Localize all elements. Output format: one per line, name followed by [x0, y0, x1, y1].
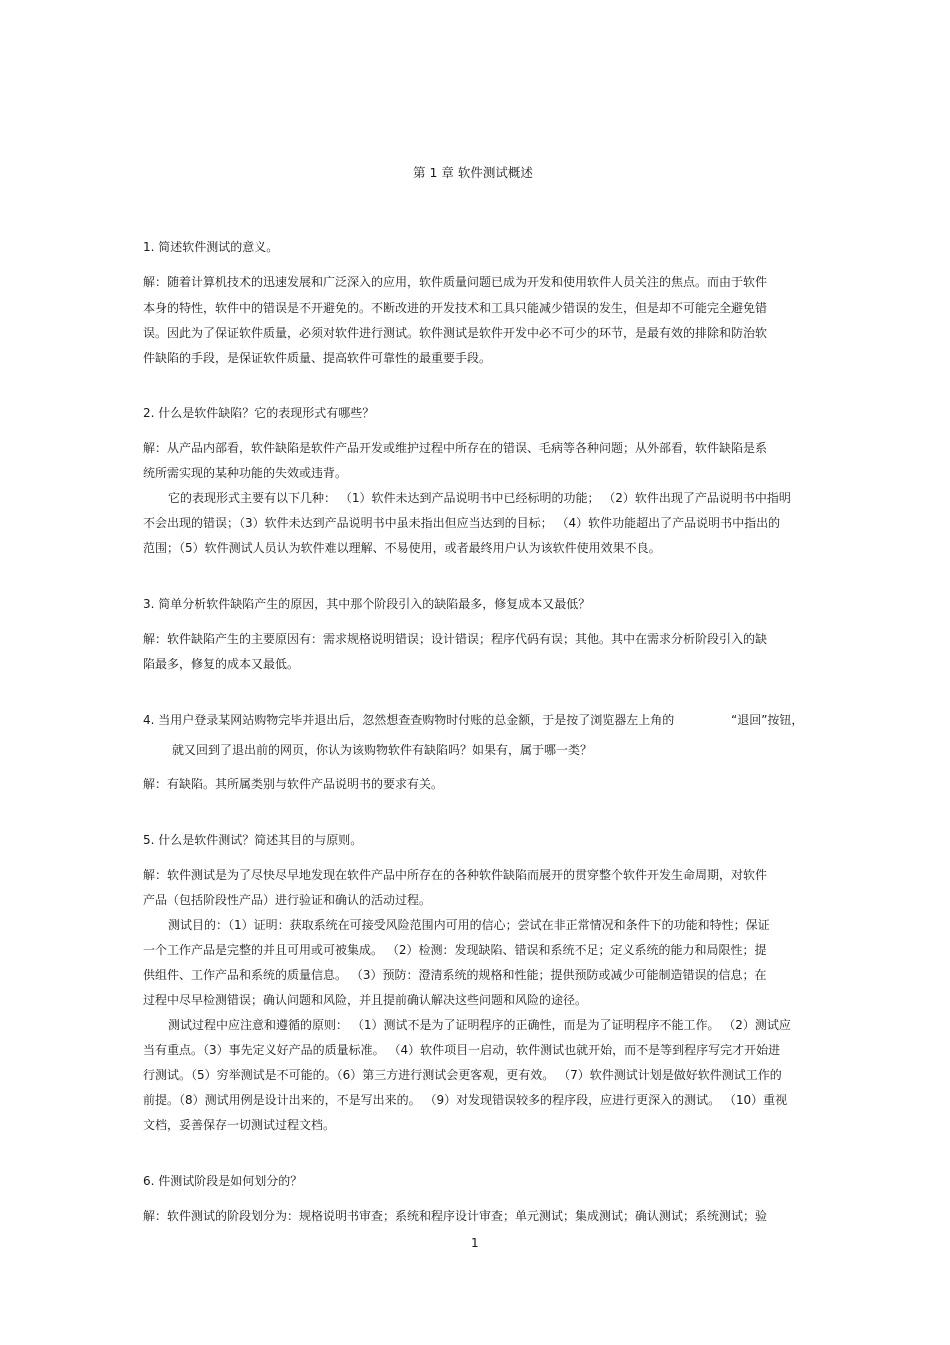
answer-3-line-2: 陷最多，修复的成本又最低。 — [143, 657, 300, 671]
answer-5-line-5: 供组件、工作产品和系统的质量信息。 （3）预防：澄清系统的规格和性能；提供预防或减少可能制造错误的信息；在 — [143, 968, 767, 982]
answer-5-line-3: 测试目的：（1）证明：获取系统在可接受风险范围内可用的信心；尝试在非正常情况和条件下的功能和特性；保证 — [168, 918, 770, 932]
answer-2-line-2: 统所需实现的某种功能的失效或违背。 — [143, 466, 348, 480]
answer-5-line-4: 一个工作产品是完整的并且可用或可被集成。 （2）检测：发现缺陷、错误和系统不足；定义系统的能力和局限性；提 — [143, 943, 767, 957]
answer-5-line-1: 解：软件测试是为了尽快尽早地发现在软件产品中所存在的各种软件缺陷而展开的贯穿整个软件开发生命周期，对软件 — [143, 868, 768, 882]
answer-2-line-3: 它的表现形式主要有以下几种： （1）软件未达到产品说明书中已经标明的功能； （2）软件出现了产品说明书中指明 — [168, 491, 791, 505]
answer-4: 解：有缺陷。其所属类别与软件产品说明书的要求有关。 — [143, 777, 444, 791]
question-2: 2. 什么是软件缺陷？它的表现形式有哪些？ — [143, 406, 375, 420]
answer-5-line-9: 行测试。（5）穷举测试是不可能的。（6）第三方进行测试会更客观，更有效。 （7）软件测试计划是做好软件测试工作的 — [143, 1068, 782, 1082]
question-3: 3. 简单分析软件缺陷产生的原因，其中那个阶段引入的缺陷最多，修复成本又最低？ — [143, 597, 591, 611]
answer-3-line-1: 解：软件缺陷产生的主要原因有：需求规格说明错误；设计错误；程序代码有误；其他。其中在需求分析阶段引入的缺 — [143, 632, 768, 646]
answer-1-line-4: 件缺陷的手段，是保证软件质量、提高软件可靠性的最重要手段。 — [143, 351, 492, 365]
answer-1-line-1: 解：随着计算机技术的迅速发展和广泛深入的应用，软件质量问题已成为开发和使用软件人员关注的焦点。而由于软件 — [143, 275, 768, 289]
question-5: 5. 什么是软件测试？简述其目的与原则。 — [143, 833, 363, 847]
answer-5-line-10: 前提。（8）测试用例是设计出来的，不是写出来的。 （9）对发现错误较多的程序段，应进行更深入的测试。 （10）重视 — [143, 1093, 788, 1107]
answer-2-line-4: 不会出现的错误；（3）软件未达到产品说明书中虽未指出但应当达到的目标； （4）软件功能超出了产品说明书中指出的 — [143, 516, 781, 530]
question-6: 6. 件测试阶段是如何划分的？ — [143, 1174, 303, 1188]
answer-1-line-3: 误。因此为了保证软件质量，必须对软件进行测试。软件测试是软件开发中必不可少的环节，是最有效的排除和防治软 — [143, 326, 768, 340]
answer-5-line-8: 当有重点。（3）事先定义好产品的质量标准。 （4）软件项目一启动，软件测试也就开始，而不是等到程序写完才开始进 — [143, 1043, 781, 1057]
answer-5-line-7: 测试过程中应注意和遵循的原则： （1）测试不是为了证明程序的正确性，而是为了证明程序不能工作。 （2）测试应 — [168, 1018, 791, 1032]
question-4-line-2: 就又回到了退出前的网页，你认为该购物软件有缺陷吗？如果有，属于哪一类？ — [172, 743, 593, 757]
answer-5-line-6: 过程中尽早检测错误；确认问题和风险，并且提前确认解决这些问题和风险的途径。 — [143, 993, 588, 1007]
answer-5-line-11: 文档，妥善保存一切测试过程文档。 — [143, 1118, 336, 1132]
question-1: 1. 简述软件测试的意义。 — [143, 240, 279, 254]
answer-2-line-1: 解：从产品内部看，软件缺陷是软件产品开发或维护过程中所存在的错误、毛病等各种问题；从外部看，软件缺陷是系 — [143, 441, 768, 455]
answer-2-line-5: 范围；（5）软件测试人员认为软件难以理解、不易使用，或者最终用户认为该软件使用效果不良。 — [143, 541, 661, 555]
answer-6-line-1: 解：软件测试的阶段划分为：规格说明书审查；系统和程序设计审查；单元测试；集成测试；确认测试；系统测试；验 — [143, 1209, 768, 1223]
chapter-title: 第 1 章 软件测试概述 — [413, 165, 533, 180]
question-4-line-1: 4. 当用户登录某网站购物完毕并退出后，忽然想查查购物时付账的总金额，于是按了浏览器左上角的 — [143, 713, 675, 727]
answer-5-line-2: 产品（包括阶段性产品）进行验证和确认的活动过程。 — [143, 893, 432, 907]
page-number: 1 — [471, 1236, 479, 1250]
question-4-quote: “退回”按钮， — [731, 713, 804, 727]
answer-1-line-2: 本身的特性，软件中的错误是不开避免的。不断改进的开发技术和工具只能减少错误的发生，但是却不可能完全避免错 — [143, 301, 768, 315]
